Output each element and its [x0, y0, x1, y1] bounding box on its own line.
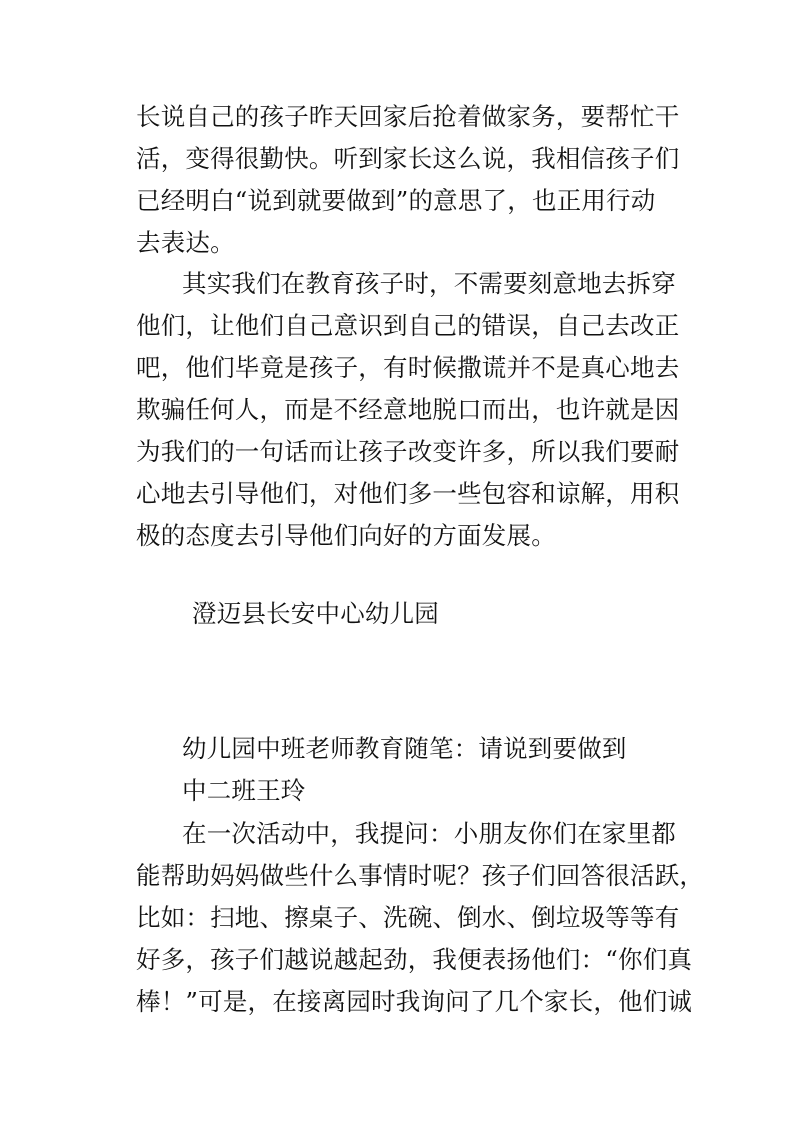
paragraph-2-line-7: 极的态度去引导他们向好的方面发展。 [136, 521, 556, 550]
paragraph-2-line-1: 其实我们在教育孩子时，不需要刻意地去拆穿 [182, 269, 676, 298]
paragraph-2-line-6: 心地去引导他们，对他们多一些包容和谅解，用积 [136, 479, 680, 508]
signature: 澄迈县长安中心幼儿园 [192, 599, 439, 628]
paragraph-2-line-5: 为我们的一句话而让孩子改变许多，所以我们要耐 [136, 437, 680, 466]
paragraph-1-line-2: 活，变得很勤快。听到家长这么说，我相信孩子们 [136, 144, 680, 173]
paragraph-3-line-3: 比如：扫地、擦桌子、洗碗、倒水、倒垃圾等等有 [136, 903, 680, 932]
paragraph-1-line-1: 长说自己的孩子昨天回家后抢着做家务，要帮忙干 [136, 102, 680, 131]
paragraph-3-line-4: 好多，孩子们越说越起劲，我便表扬他们：“你们真 [136, 945, 693, 974]
paragraph-3-line-5: 棒！”可是，在接离园时我询问了几个家长，他们诚 [136, 987, 693, 1016]
paragraph-2-line-4: 欺骗任何人，而是不经意地脱口而出，也许就是因 [136, 395, 680, 424]
paragraph-2-line-3: 吧，他们毕竟是孩子，有时候撒谎并不是真心地去 [136, 353, 680, 382]
paragraph-1-line-3: 已经明白“说到就要做到”的意思了，也正用行动 [136, 186, 656, 215]
paragraph-2-line-2: 他们，让他们自己意识到自己的错误，自己去改正 [136, 311, 680, 340]
essay-title: 幼儿园中班老师教育随笔：请说到要做到 [182, 734, 627, 763]
author: 中二班王玲 [182, 776, 306, 805]
paragraph-3-line-2: 能帮助妈妈做些什么事情时呢？孩子们回答很活跃， [136, 861, 705, 890]
paragraph-3-line-1: 在一次活动中，我提问：小朋友你们在家里都 [182, 819, 676, 848]
paragraph-1-line-4: 去表达。 [136, 228, 235, 257]
